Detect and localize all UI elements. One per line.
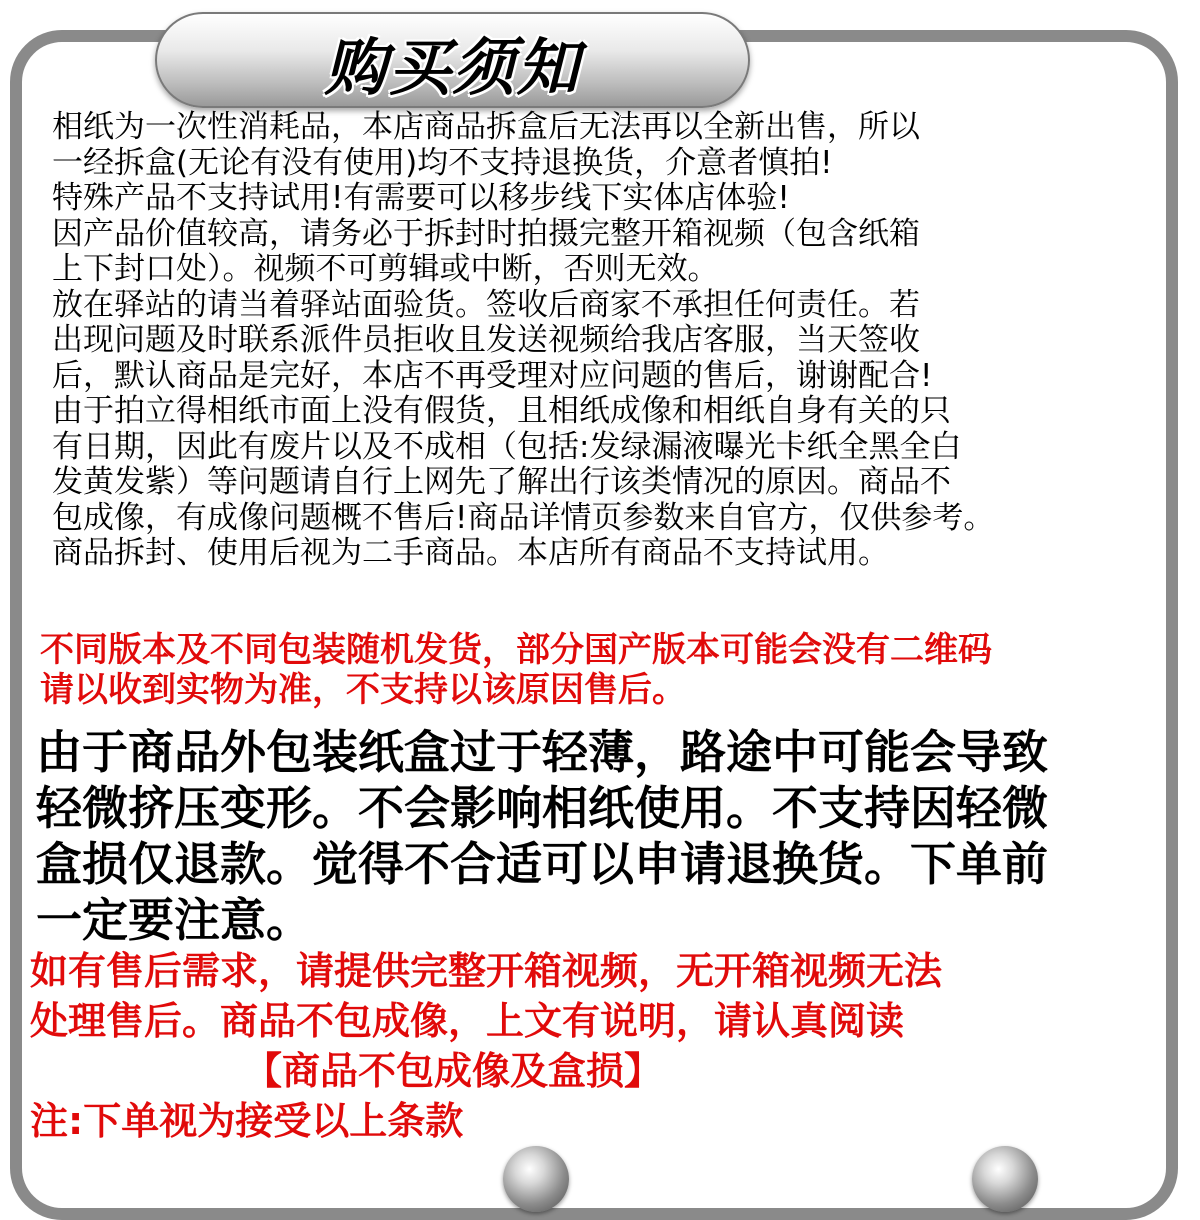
notice-red-aftersale-block — [30, 946, 942, 1146]
notice-red-version-block — [40, 630, 992, 710]
notice-line: 相纸为一次性消耗品，本店商品拆盒后无法再以全新出售，所以 — [52, 109, 920, 145]
notice-large-line: 由于商品外包装纸盒过于轻薄，路途中可能会导致 — [36, 725, 1048, 779]
notice-red-center-line: 【商品不包成像及盒损】 — [244, 1049, 663, 1093]
notice-line: 上下封口处）。视频不可剪辑或中断，否则无效。 — [52, 251, 719, 287]
notice-line: 放在驿站的请当着驿站面验货。签收后商家不承担任何责任。若 — [52, 286, 920, 323]
notice-red-footer: 注:下单视为接受以上条款 — [30, 1099, 464, 1143]
notice-line: 由于拍立得相纸市面上没有假货，且相纸成像和相纸自身有关的只 — [52, 393, 951, 429]
notice-line: 有日期，因此有废片以及不成相（包括:发绿漏液曝光卡纸全黑全白 — [52, 428, 962, 465]
notice-line: 一经拆盒(无论有没有使用)均不支持退换货，介意者慎拍! — [52, 144, 833, 181]
notice-large-line: 一定要注意。 — [36, 893, 312, 947]
page-title: 购买须知 — [324, 31, 581, 104]
notice-red-line: 不同版本及不同包装随机发货，部分国产版本可能会没有二维码 — [40, 630, 992, 670]
notice-line: 商品拆封、使用后视为二手商品。本店所有商品不支持试用。 — [52, 535, 889, 571]
notice-line: 出现问题及时联系派件员拒收且发送视频给我店客服，当天签收 — [52, 322, 920, 358]
notice-red-line: 请以收到实物为准，不支持以该原因售后。 — [40, 670, 686, 710]
right-ring-ball — [972, 1146, 1038, 1212]
notice-red-line: 如有售后需求，请提供完整开箱视频，无开箱视频无法 — [30, 949, 943, 993]
notice-line: 特殊产品不支持试用!有需要可以移步线下实体店体验! — [52, 180, 790, 216]
notice-line: 包成像，有成像问题概不售后!商品详情页参数来自官方，仅供参考。 — [52, 499, 995, 536]
notice-line: 发黄发紫）等问题请自行上网先了解出行该类情况的原因。商品不 — [52, 464, 951, 500]
notice-line: 因产品价值较高，请务必于拆封时拍摄完整开箱视频（包含纸箱 — [52, 215, 920, 252]
notice-large-line: 盒损仅退款。觉得不合适可以申请退换货。下单前 — [36, 837, 1048, 891]
notice-black-block — [52, 110, 994, 572]
notice-line: 后，默认商品是完好，本店不再受理对应问题的售后，谢谢配合! — [52, 357, 933, 394]
notice-large-block — [36, 724, 1048, 948]
notice-red-line: 处理售后。商品不包成像，上文有说明，请认真阅读 — [30, 999, 905, 1043]
notice-large-line: 轻微挤压变形。不会影响相纸使用。不支持因轻微 — [36, 781, 1048, 835]
title-plate — [155, 12, 750, 108]
left-ring-ball — [503, 1146, 569, 1212]
